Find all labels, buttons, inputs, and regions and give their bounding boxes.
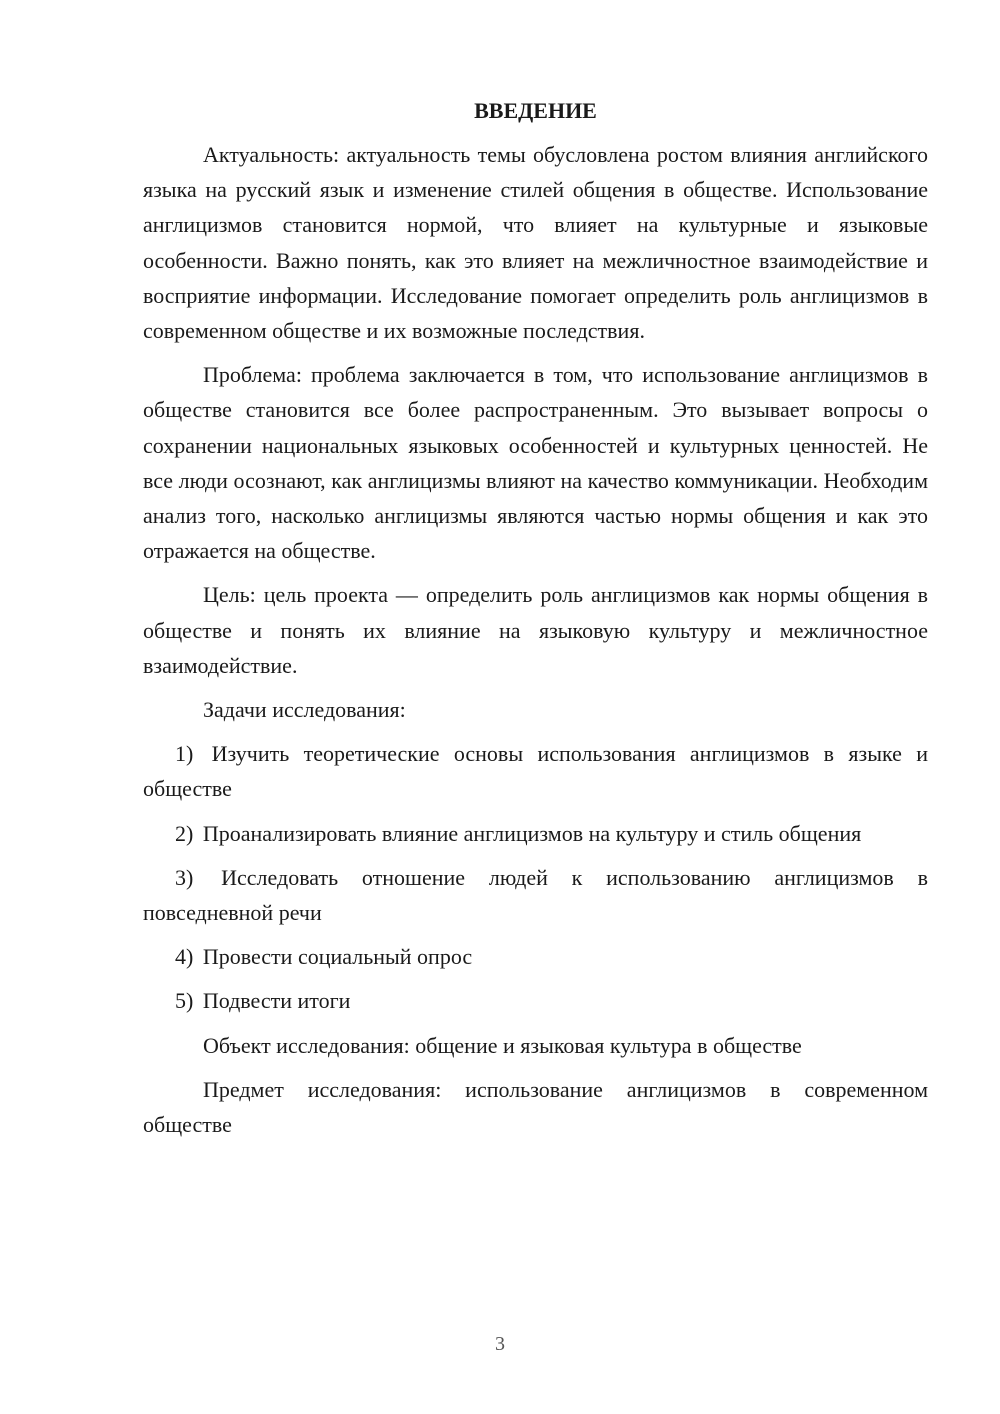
list-item-text: Провести социальный опрос — [202, 944, 473, 970]
list-item — [143, 860, 928, 930]
list-item-number: 2) — [175, 820, 194, 846]
list-item-text: Подвести итоги — [202, 988, 351, 1014]
list-item-text: Исследовать отношение людей к использованию англицизмов в повседневной речи — [143, 864, 928, 926]
tasks-list — [143, 736, 928, 1018]
list-item — [143, 816, 928, 851]
list-item-number: 1) — [175, 741, 194, 767]
document-page — [143, 95, 928, 1151]
subject-paragraph: Предмет исследования: использование англицизмов в современном обществе — [143, 1076, 928, 1138]
tasks-title: Задачи исследования: — [203, 697, 406, 723]
list-item-number: 4) — [175, 944, 194, 970]
list-item-number: 3) — [175, 864, 194, 890]
problem-paragraph: Проблема: проблема заключается в том, что использование англицизмов в обществе становится все более распространенным. Это вызывает вопросы о сохранении национальных языковых особенностей и культурных ценностей. Не все люди осознают, как англицизмы влияют на качество коммуникации. Необходим анализ того, насколько англицизмы являются частью нормы общения и как это отражается на обществе. — [143, 362, 928, 564]
page-number: 3 — [495, 1333, 505, 1355]
page-title: ВВЕДЕНИЕ — [474, 98, 597, 123]
object-paragraph: Объект исследования: общение и языковая культура в обществе — [203, 1032, 802, 1058]
list-item-text: Проанализировать влияние англицизмов на культуру и стиль общения — [202, 820, 862, 846]
list-item-number: 5) — [175, 988, 194, 1014]
list-item — [143, 983, 928, 1018]
list-item — [143, 939, 928, 974]
goal-paragraph: Цель: цель проекта — определить роль англицизмов как нормы общения в обществе и понять их влияние на языковую культуру и межличностное взаимодействие. — [143, 582, 928, 678]
list-item-text: Изучить теоретические основы использования англицизмов в языке и обществе — [143, 741, 929, 802]
list-item — [143, 736, 928, 806]
relevance-paragraph: Актуальность: актуальность темы обусловлена ростом влияния английского языка на русский язык и изменение стилей общения в обществе. Использование англицизмов становится нормой, что влияет на культурные и языковые особенности. Важно понять, как это влияет на межличностное взаимодействие и восприятие информации. Исследование помогает определить роль англицизмов в современном обществе и их возможные последствия. — [143, 142, 928, 344]
